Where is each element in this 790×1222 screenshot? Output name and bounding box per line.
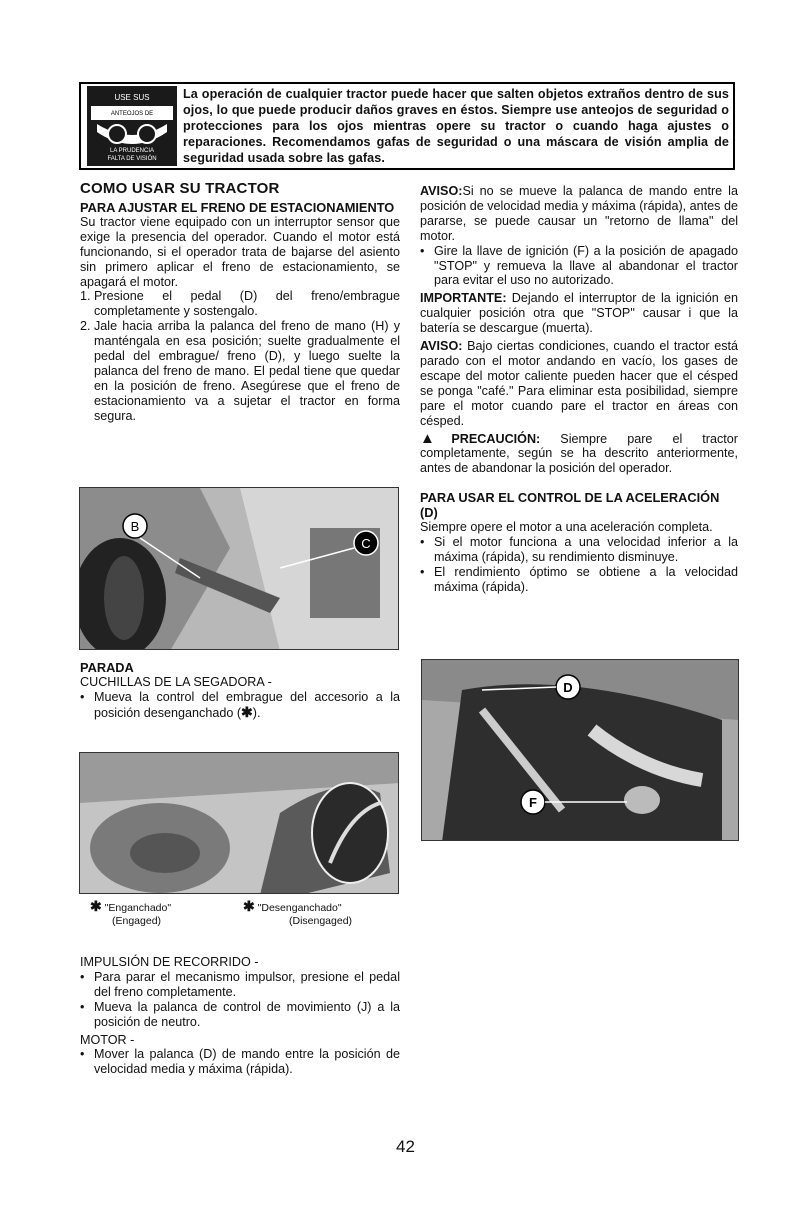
svg-text:USE SUS: USE SUS — [114, 93, 150, 102]
throttle-item: • Si el motor funciona a una velocidad inferior a la máxima (rápida), su rendimiento disminuye. — [420, 535, 738, 565]
throttle-item: • El rendimiento óptimo se obtiene a la velocidad máxima (rápida). — [420, 564, 738, 594]
pto-disengaged-icon: ✱ — [243, 898, 255, 914]
drive-item: • Mueva la palanca de control de movimiento (J) a la posición de neutro. — [80, 999, 400, 1029]
brake-heading: PARA AJUSTAR EL FRENO DE ESTACIONAMIENTO — [80, 199, 395, 215]
brake-pedal-photo — [79, 487, 399, 650]
caption-engaged: ✱ "Enganchado" (Engaged) — [90, 898, 172, 927]
motor-item: • Mover la palanca (D) de mando entre la posición de velocidad media y máxima (rápida). — [80, 1047, 400, 1077]
caution-note: ▲PRECAUCIÓN: Siempre pare el tractor completamente, según se ha descrito anteriormente, antes de abandonar la posición del operador. — [420, 429, 738, 476]
motor-heading: MOTOR - — [80, 1032, 135, 1047]
pto-lever-photo — [79, 752, 399, 894]
throttle-heading: PARA USAR EL CONTROL DE LA ACELERACIÓN (D) — [420, 490, 720, 521]
step-2: 2. Jale hacia arriba la palanca del freno de mano (H) y manténgala en esa posición; suelte gradualmente el pedal del embrague/ freno (D), y luego suelte la palanca del freno de mano. El pedal tiene que quedar en la posición de freno. Asegúrese que el freno de estacionamiento va a sujetar el tractor en forma segura. — [80, 319, 400, 423]
ignition-item: • Gire la llave de ignición (F) a la posición de apagado "STOP" y remueva la llave al abandonar el tractor para evitar el uso no autorizado. — [420, 243, 738, 288]
label-d: D — [563, 680, 573, 695]
svg-text:LA PRUDENCIA: LA PRUDENCIA — [109, 148, 155, 154]
stop-heading: PARADA — [80, 660, 134, 675]
drive-heading: IMPULSIÓN DE RECORRIDO - — [80, 955, 259, 969]
right-column — [420, 184, 738, 595]
caption-disengaged: ✱ "Desenganchado" (Disengaged) — [243, 898, 353, 927]
aviso-2: AVISO: Bajo ciertas condiciones, cuando el tractor está parado con el motor andando en vacío, los gases de escape del motor caliente pueden hacer que el césped se ponga "café." Para eliminar esta posibilidad, siempre pare el motor cuando pare el tractor en áreas con césped. — [420, 339, 739, 428]
left-column — [80, 182, 400, 424]
blades-heading: CUCHILLAS DE LA SEGADORA - — [80, 675, 272, 689]
safety-warning-banner — [79, 82, 735, 170]
drive-section — [80, 955, 400, 1077]
brake-intro: Su tractor viene equipado con un interruptor sensor que exige la presencia del operador. Cuando el motor está funcionando, si el operador trata de bajarse del asiento sin primero aplicar el freno de estacionamiento, se apagará el motor. — [80, 214, 400, 289]
warning-triangle-icon: ▲ — [420, 429, 452, 447]
safety-glasses-seal — [87, 86, 177, 166]
label-f: F — [529, 795, 537, 810]
stop-section — [80, 660, 400, 721]
pto-disengaged-icon: ✱ — [241, 703, 253, 720]
drive-item: • Para parar el mecanismo impulsor, presione el pedal del freno completamente. — [80, 969, 400, 999]
throttle-ignition-photo — [421, 659, 739, 841]
blades-item: • Mueva la control del embrague del accesorio a la posición desenganchado (✱). — [80, 689, 400, 720]
important-note: IMPORTANTE: Dejando el interruptor de la ignición en cualquier posición otra que "STOP" causar i que la batería se descargue (muerta). — [420, 291, 738, 336]
section-title: COMO USAR SU TRACTOR — [80, 180, 280, 197]
aviso-1: AVISO:Si no se mueve la palanca de mando entre la posición de velocidad media y máxima (rápida), antes de pararse, se puede causar un "retorno de llama" del motor. — [420, 184, 738, 243]
label-b: B — [130, 519, 140, 534]
page-number: 42 — [396, 1137, 415, 1156]
pto-engaged-icon: ✱ — [90, 898, 102, 914]
label-c: C — [361, 536, 371, 551]
svg-text:ANTEOJOS DE: ANTEOJOS DE — [110, 111, 154, 117]
throttle-intro: Siempre opere el motor a una aceleración completa. — [420, 520, 713, 535]
step-1: 1. Presione el pedal (D) del freno/embrague completamente y sostengalo. — [80, 289, 400, 319]
banner-text: La operación de cualquier tractor puede hacer que salten objetos extraños dentro de sus ojos, lo que puede producir daños graves en éstos. Siempre use anteojos de seguridad o protecciones para los ojos mientras opere su tractor o cuando haga ajustes o reparaciones. Recomendamos gafas de seguridad o una máscara de visión amplia de seguridad usada sobre las gafas. — [183, 87, 729, 165]
svg-text:FALTA DE VISIÓN: FALTA DE VISIÓN — [107, 156, 157, 162]
